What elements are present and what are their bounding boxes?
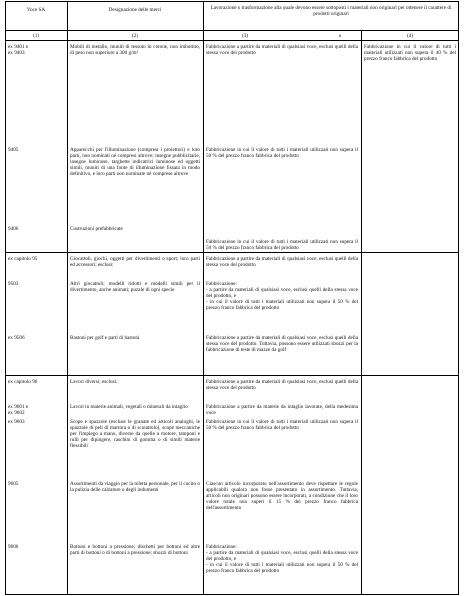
hs-code: 9606 (8, 544, 19, 550)
hs-code: ex capitolo 96 (8, 379, 38, 385)
processing-rule: Fabbricazione in cui il valore di tutti i materiali utilizzati non supera il 50 % del prezzo franco fabbrica del prodotto (206, 239, 358, 252)
column-number: (1) (32, 33, 40, 39)
processing-rule: Fabbricazione a partire da materiali di qualsiasi voce, esclusi quelli della stessa voce del prodotto (206, 379, 358, 392)
goods-description: Assortimenti da viaggio per la toletta personale, per il cucito o la pulizia delle calzature o degli indumenti (70, 481, 200, 494)
hs-code: 9406 (8, 226, 19, 232)
goods-description: Bottoni e bottoni a pressione; dischetti per bottoni ed altre parti di bottoni o di bottoni a pressione; sbozzi di bottoni (70, 544, 200, 557)
goods-description: Scope e spazzole (escluse le granate ed articoli analoghi, le spazzole di peli di martora o di scoiattolo), scope meccaniche per l'impiego a mano, diverse da quelle a motore, tamponi e rulli per dipingere, raschini di gomma o di simili materie flessibili (70, 419, 200, 450)
goods-description: Apparecchi per l'illuminazione (compresi i proiettori) e loro parti, non nominati né compresi altrove; insegne pubblicitarie, insegne luminose, targhette indicatrici luminose ed oggetti simili, muniti di una fonte di illuminazione fissata in modo definitivo, e loro parti non nominate né comprese altrove (70, 147, 200, 178)
processing-rule: Fabbricazione a partire da materiali di qualsiasi voce, esclusi quelli della stessa voce del prodotto (206, 44, 358, 57)
row-divider (5, 252, 459, 253)
processing-rule: Ciascun articolo incorporato nell'assortimento deve rispettare le regole applicabili qualora non fosse presentato in assortimento. Tuttavia, articoli non originari possono essere incorporati, a condizione che il loro valore totale non superi il 15 % del prezzo franco fabbrica dell'assortimento (206, 481, 358, 512)
hs-code: 9405 (8, 147, 19, 153)
rules-table (5, 1, 459, 595)
hs-code: ex 9401 e ex 9403 (8, 44, 29, 57)
processing-rule: Fabbricazione in cui il valore di tutti i materiali utilizzati non supera il 50 % del prezzo franco fabbrica del prodotto (206, 419, 358, 432)
column-number: (4) (406, 33, 414, 39)
alternative-rule: Fabbricazione in cui il valore di tutti i materiali utilizzati non supera il 40 % del prezzo franco fabbrica del prodotto (364, 44, 456, 63)
goods-description: Bastoni per golf e parti di bastoni (70, 335, 140, 341)
column-divider (67, 1, 68, 595)
table-border (5, 1, 6, 595)
processing-rule: Fabbricazione in cui il valore di tutti i materiali utilizzati non supera il 50 % del prezzo franco fabbrica del prodotto (206, 147, 358, 160)
goods-description: Lavori in materie animali, vegetali o minerali da intaglio (70, 404, 188, 410)
processing-rule: Fabbricazione a partire da materiali di qualsiasi voce, esclusi quelli della stessa voce del prodotto (206, 256, 358, 269)
column-divider (361, 30, 362, 595)
processing-rule: Fabbricazione a partire da materiali di qualsiasi voce, esclusi quelli della stessa voce del prodotto. Tuttavia, possono essere utilizzati sbozzi per la fabbricazione di teste di mazze da golf (206, 335, 358, 354)
table-border (5, 1, 459, 2)
processing-rule: Fabbricazione: - a partire da materiali di qualsiasi voce, esclusi quelli della stessa voce del prodotto, e - in cui il valore di tutti i materiali utilizzati non supera il 50 % del prezzo franco fabbrica del prodotto (206, 544, 358, 575)
hs-code: ex 9506 (8, 335, 25, 341)
column-number: (2) (131, 33, 139, 39)
goods-description: Lavori diversi; esclusi: (70, 379, 118, 385)
goods-description: Mobili di metallo, muniti di tessuto in cotone, non imbottito, di peso non superiore a 300 g/m² (70, 44, 200, 57)
column-separator-o: o (338, 33, 342, 39)
hs-code: ex 9601 e ex 9602 (8, 404, 29, 417)
goods-description: Costruzioni prefabbricate (70, 226, 123, 232)
row-divider (5, 40, 459, 41)
hs-code: ex 9603 (8, 419, 25, 425)
header-designazione: Designazione delle merci (108, 7, 162, 13)
hs-code: 9605 (8, 481, 19, 487)
hs-code: ex capitolo 95 (8, 256, 38, 262)
hs-code: 9503 (8, 281, 19, 287)
row-divider (5, 30, 459, 31)
table-border (458, 1, 459, 595)
table-border (5, 594, 459, 595)
header-voce-sa: Voce SA (26, 7, 46, 13)
column-number: (3) (241, 33, 249, 39)
row-divider (5, 375, 459, 376)
processing-rule: Fabbricazione: - a partire da materiali di qualsiasi voce, esclusi quelli della stessa voce del prodotto, e - in cui il valore di tutti i materiali utilizzati non supera il 50 % del prezzo franco fabbrica del prodotto (206, 281, 358, 312)
goods-description: Giocattoli, giochi, oggetti per divertimenti o sport; loro parti ed accessori; esclusi: (70, 256, 200, 269)
header-lavorazione: Lavorazione o trasformazione alla quale devono essere sottoposti i materiali non originari per ottenere il carattere di prodotti originari (210, 5, 452, 18)
column-divider (203, 1, 204, 595)
processing-rule: Fabbricazione a partire da materie da intaglio lavorate, della medesima voce (206, 404, 358, 417)
goods-description: Altri giocattoli; modelli ridotti e modelli simili per il divertimento, anche animati; puzzle di ogni specie (70, 281, 200, 294)
